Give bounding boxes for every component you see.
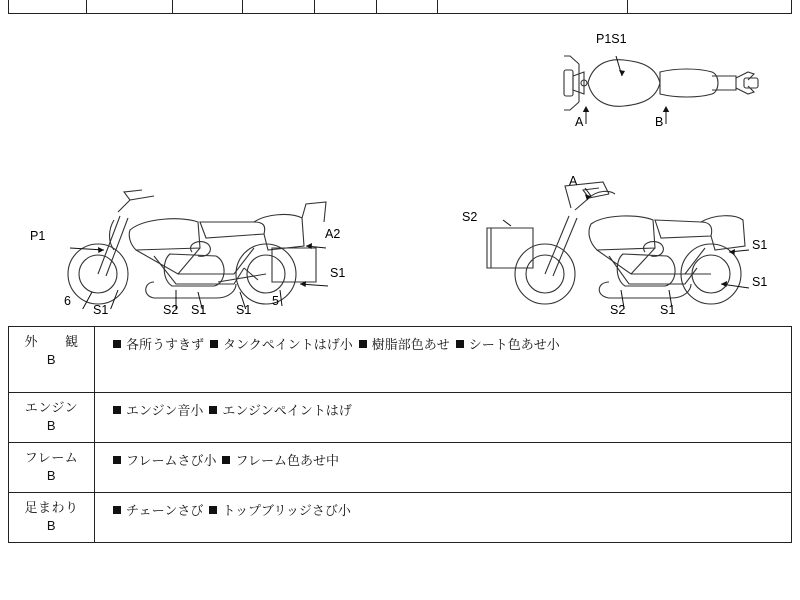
condition-item-label: エンジンペイントはげ [222,403,352,418]
bullet-square-icon [113,506,121,514]
top-table-cell [173,0,243,13]
condition-row [9,443,791,493]
condition-item [113,503,203,518]
condition-items [95,493,791,542]
condition-grade: B [46,352,57,367]
bullet-square-icon [209,406,217,414]
condition-grade: B [46,468,57,483]
diagram-point-label: S1 [93,303,109,317]
condition-category-label: 外 観 [24,334,79,349]
diagram-point-label: S1 [330,266,346,280]
condition-item-label: 各所うすきず [126,337,205,352]
left-side-view-diagram [58,164,341,309]
condition-item-label: シート色あせ小 [468,337,560,352]
top-table-cell [377,0,439,13]
top-table-cell [628,0,791,13]
condition-grade: B [46,518,57,533]
bullet-square-icon [209,506,217,514]
condition-items [95,443,791,492]
diagram-point-label: A2 [325,227,341,241]
condition-row [9,493,791,543]
condition-item-label: トップブリッジさび小 [222,503,351,518]
condition-item [456,337,560,352]
top-table-cell [87,0,173,13]
vehicle-diagram-area [8,14,792,326]
condition-item [113,453,216,468]
bullet-square-icon [222,456,230,464]
diagram-point-label: P1S1 [596,32,627,46]
condition-item-label: エンジン音小 [126,403,204,418]
condition-item [209,403,351,418]
top-table-cell [438,0,628,13]
condition-item-label: フレーム色あせ中 [235,453,339,468]
diagram-point-label: B [655,115,664,129]
diagram-point-label: 6 [64,294,71,308]
condition-item [210,337,353,352]
condition-table [8,326,792,543]
condition-category [9,327,95,392]
bullet-square-icon [113,340,121,348]
condition-category [9,393,95,442]
condition-item-label: フレームさび小 [126,453,217,468]
condition-item [222,453,338,468]
bullet-square-icon [113,456,121,464]
condition-row [9,393,791,443]
condition-category-label: エンジン [24,400,79,415]
diagram-point-label: S1 [752,275,768,289]
top-table-strip [8,0,792,14]
condition-item-label: 樹脂部色あせ [371,337,450,352]
condition-category [9,443,95,492]
top-table-cell [315,0,377,13]
diagram-point-label: S2 [610,303,626,317]
diagram-point-label: 5 [272,294,279,308]
condition-item [209,503,351,518]
condition-item [113,403,203,418]
condition-row [9,327,791,393]
condition-category [9,493,95,542]
bullet-square-icon [210,340,218,348]
diagram-point-label: S2 [462,210,478,224]
diagram-point-label: A [569,174,578,188]
diagram-point-label: S1 [236,303,252,317]
condition-items [95,327,791,392]
condition-category-label: フレーム [24,450,79,465]
bullet-square-icon [456,340,464,348]
bullet-square-icon [359,340,367,348]
top-table-cell [9,0,87,13]
condition-item-label: チェーンさび [126,503,204,518]
diagram-point-label: A [575,115,584,129]
condition-item-label: タンクペイントはげ小 [223,337,353,352]
diagram-point-label: S1 [191,303,207,317]
diagram-point-label: S1 [752,238,768,252]
bullet-square-icon [113,406,121,414]
diagram-point-label: S1 [660,303,676,317]
diagram-point-label: S2 [163,303,179,317]
condition-item [113,337,204,352]
condition-item [359,337,450,352]
right-side-view-diagram [463,164,753,309]
condition-items [95,393,791,442]
condition-category-label: 足まわり [24,500,79,515]
condition-grade: B [46,418,57,433]
top-table-cell [243,0,315,13]
diagram-point-label: P1 [30,229,46,243]
